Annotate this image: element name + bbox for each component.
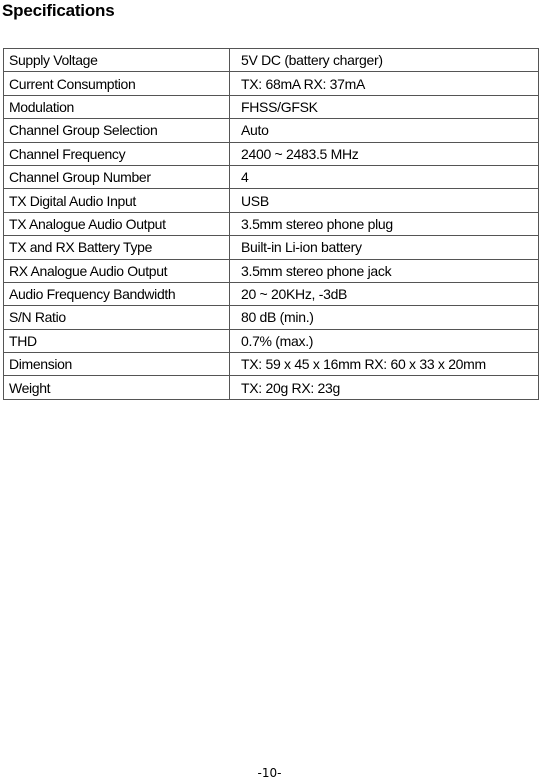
spec-value: Auto <box>230 119 539 142</box>
spec-value: TX: 59 x 45 x 16mm RX: 60 x 33 x 20mm <box>230 353 539 376</box>
spec-label: TX Digital Audio Input <box>4 189 230 212</box>
specifications-table-body <box>4 49 539 400</box>
spec-label: S/N Ratio <box>4 306 230 329</box>
table-row <box>4 329 539 352</box>
spec-value: 4 <box>230 165 539 188</box>
table-row <box>4 306 539 329</box>
spec-label: RX Analogue Audio Output <box>4 259 230 282</box>
spec-label: Modulation <box>4 95 230 118</box>
table-row <box>4 282 539 305</box>
spec-label: THD <box>4 329 230 352</box>
spec-value: FHSS/GFSK <box>230 95 539 118</box>
table-row <box>4 165 539 188</box>
spec-label: Weight <box>4 376 230 399</box>
table-row <box>4 353 539 376</box>
spec-value: 20 ~ 20KHz, -3dB <box>230 282 539 305</box>
spec-label: Dimension <box>4 353 230 376</box>
spec-label: Audio Frequency Bandwidth <box>4 282 230 305</box>
page-number: -10- <box>257 766 282 780</box>
table-row <box>4 259 539 282</box>
spec-value: 80 dB (min.) <box>230 306 539 329</box>
spec-value: USB <box>230 189 539 212</box>
spec-value: 3.5mm stereo phone plug <box>230 212 539 235</box>
spec-label: TX Analogue Audio Output <box>4 212 230 235</box>
spec-label: Current Consumption <box>4 72 230 95</box>
table-row <box>4 95 539 118</box>
spec-label: Supply Voltage <box>4 49 230 72</box>
spec-value: 0.7% (max.) <box>230 329 539 352</box>
table-row <box>4 189 539 212</box>
specifications-table <box>3 48 539 400</box>
page-title: Specifications <box>2 1 115 20</box>
table-row <box>4 212 539 235</box>
table-row <box>4 142 539 165</box>
table-row <box>4 376 539 399</box>
spec-label: Channel Group Selection <box>4 119 230 142</box>
spec-value: TX: 20g RX: 23g <box>230 376 539 399</box>
spec-label: Channel Group Number <box>4 165 230 188</box>
table-row <box>4 49 539 72</box>
spec-value: 3.5mm stereo phone jack <box>230 259 539 282</box>
spec-label: TX and RX Battery Type <box>4 236 230 259</box>
spec-value: Built-in Li-ion battery <box>230 236 539 259</box>
table-row <box>4 119 539 142</box>
table-row <box>4 72 539 95</box>
table-row <box>4 236 539 259</box>
spec-value: 5V DC (battery charger) <box>230 49 539 72</box>
spec-label: Channel Frequency <box>4 142 230 165</box>
spec-value: TX: 68mA RX: 37mA <box>230 72 539 95</box>
spec-value: 2400 ~ 2483.5 MHz <box>230 142 539 165</box>
